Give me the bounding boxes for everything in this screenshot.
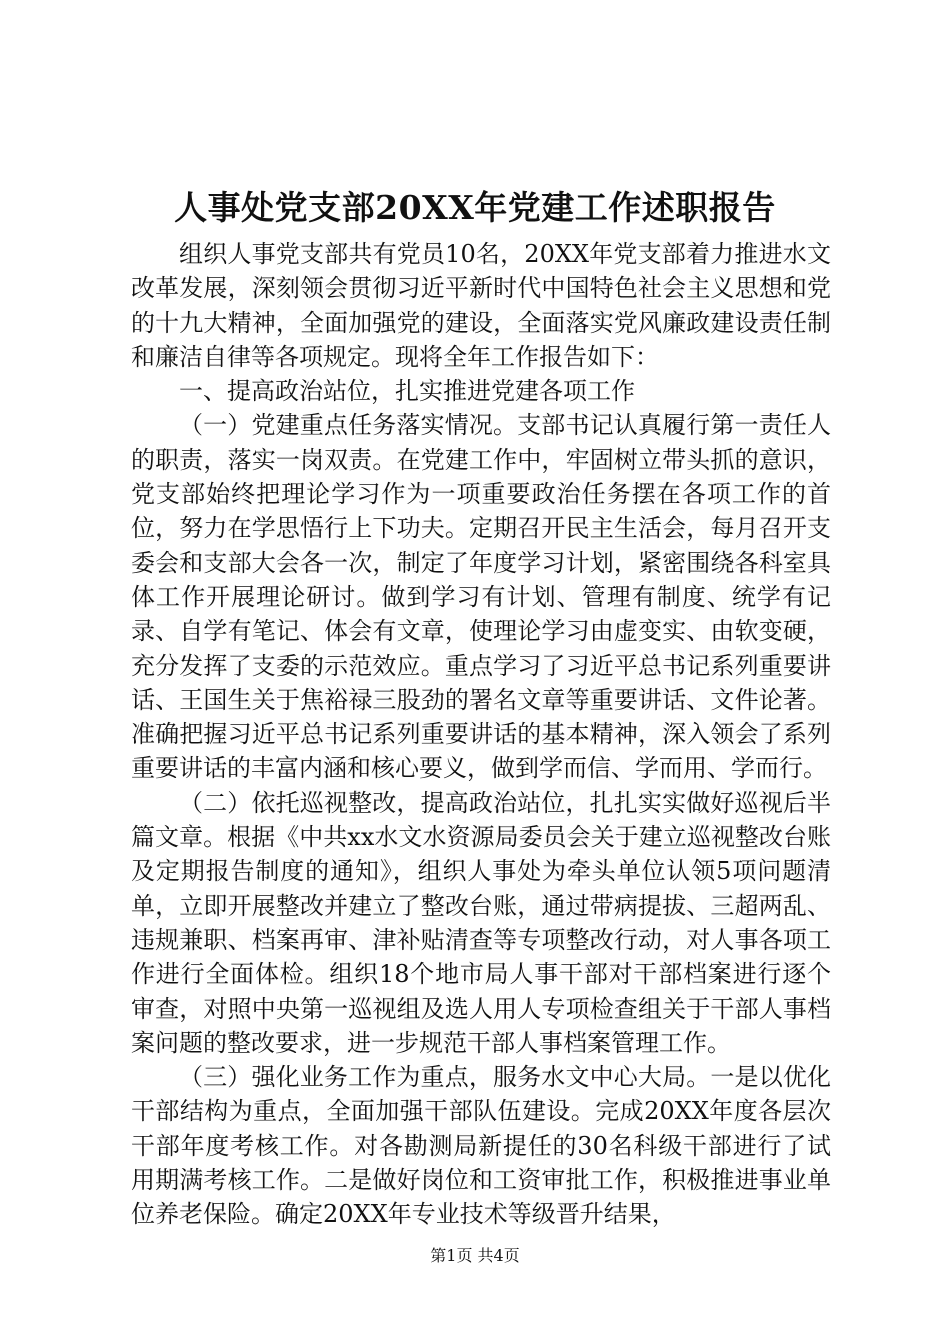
section-heading-1: 一、提高政治站位，扎实推进党建各项工作 <box>179 377 635 406</box>
subsection-paragraph-3: （三）强化业务工作为重点，服务水文中心大局。一是以优化干部结构为重点，全面加强干部队伍建设。完成20XX年度各层次干部年度考核工作。对各勘测局新提任的30名科级干部进行了试用期满考核工作。二是做好岗位和工资审批工作，积极推进事业单位养老保险。确定20XX年专业技术等级晋升结果， <box>131 1063 831 1229</box>
subsection-paragraph-2: （二）依托巡视整改，提高政治站位，扎扎实实做好巡视后半篇文章。根据《中共xx水文水资源局委员会关于建立巡视整改台账及定期报告制度的通知》，组织人事处为牵头单位认领5项问题清单，立即开展整改并建立了整改台账，通过带病提拔、三超两乱、违规兼职、档案再审、津补贴清查等专项整改行动，对人事各项工作进行全面体检。组织18个地市局人事干部对干部档案进行逐个审查，对照中央第一巡视组及选人用人专项检查组关于干部人事档案问题的整改要求，进一步规范干部人事档案管理工作。 <box>131 788 831 1057</box>
document-title: 人事处党支部20XX年党建工作述职报告 <box>174 188 776 227</box>
document-body <box>131 237 831 1232</box>
subsection-paragraph-1: （一）党建重点任务落实情况。支部书记认真履行第一责任人的职责，落实一岗双责。在党建工作中，牢固树立带头抓的意识，党支部始终把理论学习作为一项重要政治任务摆在各项工作的首位，努力在学思悟行上下功夫。定期召开民主生活会，每月召开支委会和支部大会各一次，制定了年度学习计划，紧密围绕各科室具体工作开展理论研讨。做到学习有计划、管理有制度、统学有记录、自学有笔记、体会有文章，使理论学习由虚变实、由软变硬，充分发挥了支委的示范效应。重点学习了习近平总书记系列重要讲话、王国生关于焦裕禄三股劲的署名文章等重要讲话、文件论著。准确把握习近平总书记系列重要讲话的基本精神，深入领会了系列重要讲话的丰富内涵和核心要义，做到学而信、学而用、学而行。 <box>131 411 831 783</box>
intro-paragraph: 组织人事党支部共有党员10名，20XX年党支部着力推进水文改革发展，深刻领会贯彻习近平新时代中国特色社会主义思想和党的十九大精神，全面加强党的建设，全面落实党风廉政建设责任制和廉洁自律等各项规定。现将全年工作报告如下： <box>131 240 831 371</box>
page-footer: 第1页 共4页 <box>430 1246 520 1265</box>
